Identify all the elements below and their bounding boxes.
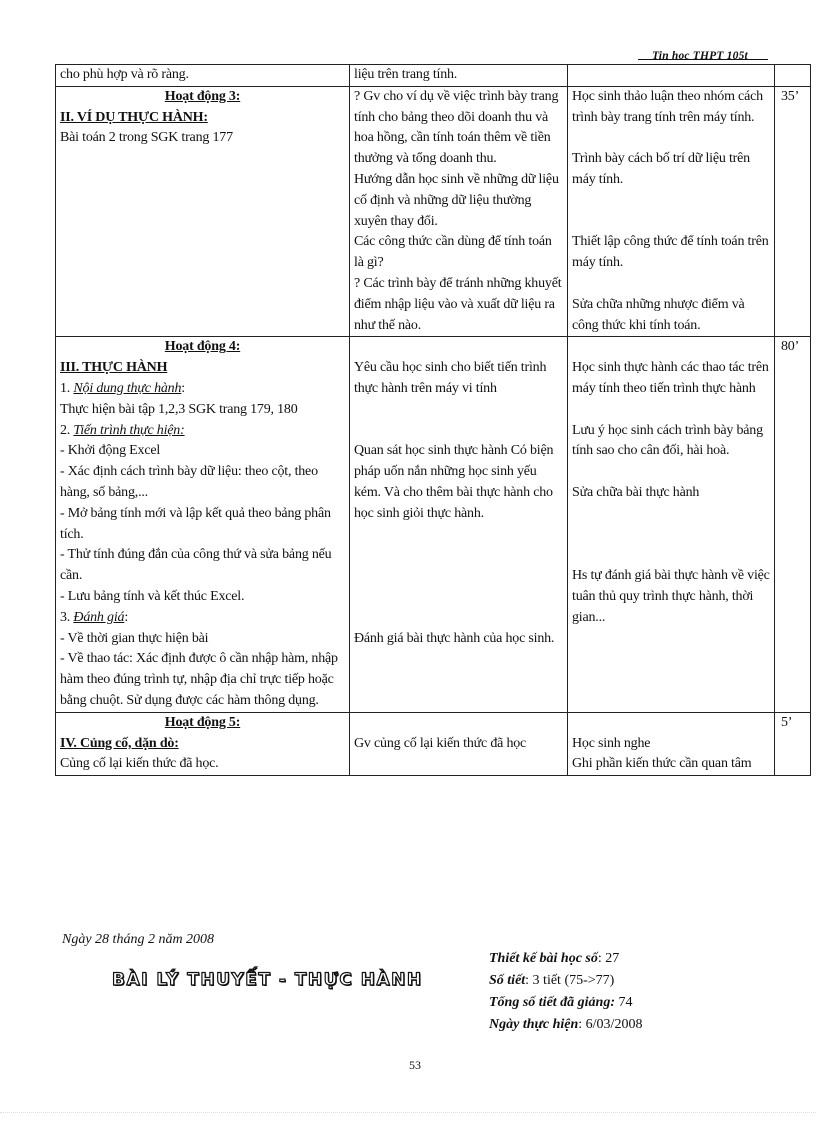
student-text: Sửa chữa bài thực hành [572,484,700,500]
cell [350,712,568,775]
design-value: : 27 [597,951,620,966]
subsection-number: 2. [60,422,74,438]
exec-value: : 6/03/2008 [578,1017,643,1032]
table-row [56,712,811,775]
cell [568,712,775,775]
teacher-text: Quan sát học sinh thực hành Có biện pháp uốn nắn những học sinh yếu kém. Và cho thêm bài thực hành cho học sinh giỏi thực hành. [354,443,554,521]
periods-value: : 3 tiết (75->77) [525,973,615,988]
header-note: Tin hoc THPT 105t [652,50,748,62]
table-row [56,65,811,87]
student-text: Trình bày cách bố trí dữ liệu trên máy tính. [572,151,750,187]
teacher-text: Các công thức cần dùng để tính toán là gì? [354,234,552,271]
taught-count [489,995,633,1011]
cell [350,86,568,337]
table-row [56,86,811,337]
student-text: Thiết lập công thức để tính toán trên máy tính. [572,234,769,271]
teacher-text: ? Các trình bày để tránh những khuyết điểm nhập liệu vào và xuất dữ liệu ra như thế nào. [354,275,562,333]
time-text: 35’ [781,88,800,104]
student-text: Học sinh thực hành các thao tác trên máy tính theo tiến trình thực hành [572,360,769,396]
table-row [56,337,811,712]
taught-label: Tổng số tiết đã giảng: [489,995,616,1010]
section-title: II. VÍ DỤ THỰC HÀNH: [60,109,208,125]
list-item: - Xác định cách trình bày dữ liệu: theo cột, theo hàng, số bảng,... [60,464,318,500]
list-item: - Lưu bảng tính và kết thúc Excel. [60,588,245,604]
cell [56,337,350,712]
time-text: 5’ [781,714,793,730]
list-item: - Thử tính đúng đắn của công thứ và sửa bảng nếu cần. [60,547,332,584]
subsection-colon: : [124,609,129,625]
design-label: Thiết kế bài học số [489,951,598,966]
cell [56,65,350,87]
cell [568,86,775,337]
taught-value: 74 [615,995,633,1010]
student-text: Sửa chữa những nhược điểm và công thức khi tính toán. [572,296,745,333]
subsection [60,379,345,400]
design-number [489,951,619,967]
teacher-text: Yêu cầu học sinh cho biết tiến trình thực hành trên máy vi tính [354,360,547,396]
time-text: 80’ [781,339,800,355]
cell [56,712,350,775]
content-text: cho phù hợp và rõ ràng. [60,67,189,82]
teacher-text: Hướng dẫn học sinh về những dữ liệu cố định và những dữ liệu thường xuyên thay đổi. [354,171,559,229]
cell [350,65,568,87]
periods-label: Số tiết [489,973,526,988]
page-bottom-divider [0,1112,816,1114]
cell [568,337,775,712]
subsection-number: 1. [60,380,74,396]
student-text: Hs tự đánh giá bài thực hành về việc tuân thủ quy trình thực hành, thời gian... [572,568,770,625]
content-text: Thực hiện bài tập 1,2,3 SGK trang 179, 180 [60,401,298,417]
period-count [489,973,614,989]
lesson-title: BÀI LÝ THUYẾT - THỰC HÀNH [112,970,423,990]
student-text: Học sinh thảo luận theo nhóm cách trình bày trang tính trên máy tính. [572,88,763,125]
subsection-number: 3. [60,609,74,625]
section-title: III. THỰC HÀNH [60,360,168,376]
cell [775,86,811,337]
list-item: - Về thao tác: Xác định được ô cần nhập hàm, nhập hàm theo đúng trình tự, nhập địa chỉ trực tiếp hoặc bằng chuột. Sử dụng được các hàm thông dụng. [60,651,338,708]
cell [775,337,811,712]
list-item: - Mở bảng tính mới và lập kết quả theo bảng phân tích. [60,505,331,542]
cell [350,337,568,712]
page-number: 53 [409,1058,421,1072]
subsection-colon: : [181,380,185,396]
content-text: Bài toán 2 trong SGK trang 177 [60,130,233,146]
subsection [60,608,345,629]
cell [56,86,350,337]
student-text: Học sinh nghe [572,735,651,751]
student-text: Ghi phần kiến thức cần quan tâm [572,756,752,772]
cell [568,65,775,87]
subsection-title: Đánh giá [73,609,125,625]
subsection-title: Tiến trình thực hiện: [73,422,185,438]
list-item: - Về thời gian thực hiện bài [60,630,209,646]
lesson-date: Ngày 28 tháng 2 năm 2008 [62,932,215,947]
section-title: IV. Củng cố, dặn dò: [60,735,179,751]
cell [775,712,811,775]
content-text: Củng cố lại kiến thức đã học. [60,756,219,772]
list-item: - Khởi động Excel [60,443,161,459]
teacher-text: liệu trên trang tính. [354,67,458,82]
student-text: Lưu ý học sinh cách trình bày bảng tính sao cho cân đối, hài hoà. [572,422,763,459]
activity-title: Hoạt động 4: [164,339,241,355]
teacher-text: Gv củng cố lại kiến thức đã học [354,735,527,751]
subsection-title: Nội dung thực hành [73,380,182,396]
subsection [60,421,345,442]
execution-date [489,1017,642,1033]
exec-label: Ngày thực hiện [489,1017,579,1032]
activity-title: Hoạt động 3: [164,88,241,104]
lesson-plan-table [55,64,811,776]
activity-title: Hoạt động 5: [164,714,241,730]
cell [775,65,811,87]
teacher-text: Đánh giá bài thực hành của học sinh. [354,630,555,646]
teacher-text: ? Gv cho ví dụ về việc trình bày trang tính cho bảng theo dõi doanh thu và hoa hồng, cần tính toán thêm về tiền thưởng và tổng doanh thu. [354,88,559,167]
